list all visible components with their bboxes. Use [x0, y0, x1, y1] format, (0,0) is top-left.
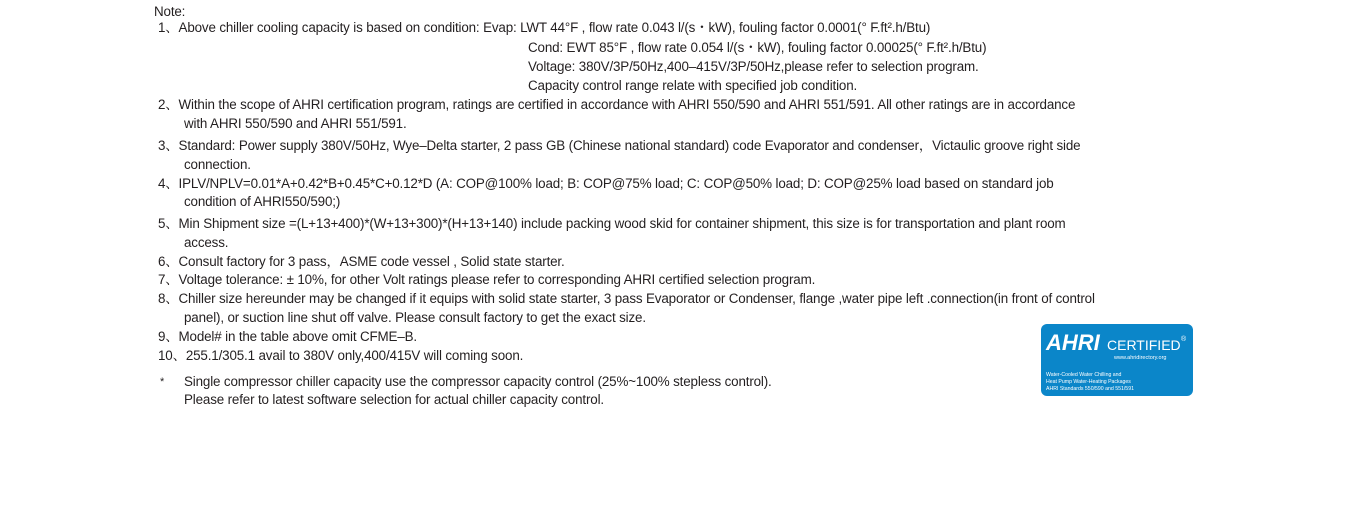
- note-9: 9、Model# in the table above omit CFME–B.: [158, 329, 417, 344]
- ahri-certified-badge: [1041, 324, 1193, 396]
- note-2-line-1: 2、Within the scope of AHRI certification program, ratings are certified in accordance with AHRI 550/590 and AHRI 551/591. All other ratings are in accordance: [158, 97, 1076, 112]
- badge-line-2: Heat Pump Water-Heating Packages: [1046, 379, 1131, 385]
- note-2-line-2: with AHRI 550/590 and AHRI 551/591.: [184, 116, 407, 131]
- note-4-line-2: condition of AHRI550/590;): [184, 194, 341, 209]
- note-heading: Note:: [154, 4, 186, 19]
- badge-certified: CERTIFIED: [1107, 337, 1181, 353]
- badge-registered: ®: [1181, 336, 1187, 343]
- asterisk-marker: *: [160, 376, 165, 388]
- badge-line-1: Water-Cooled Water Chilling and: [1046, 372, 1122, 378]
- badge-url: www.ahridirectory.org: [1114, 355, 1167, 361]
- note-10: 10、255.1/305.1 avail to 380V only,400/415V will coming soon.: [158, 348, 524, 363]
- note-1-line-1: 1、Above chiller cooling capacity is based on condition: Evap: LWT 44°F , flow rate 0.043 l/(s・kW), fouling factor 0.0001(° F.ft².h/Btu): [158, 20, 931, 35]
- note-5-line-2: access.: [184, 235, 229, 250]
- note-1-line-2: Cond: EWT 85°F , flow rate 0.054 l/(s・kW), fouling factor 0.00025(° F.ft².h/Btu): [528, 40, 987, 55]
- badge-brand: AHRI: [1046, 330, 1100, 355]
- note-5-line-1: 5、Min Shipment size =(L+13+400)*(W+13+300)*(H+13+140) include packing wood skid for container shipment, this size is for transportation and plant room: [158, 216, 1066, 231]
- note-4-line-1: 4、IPLV/NPLV=0.01*A+0.42*B+0.45*C+0.12*D (A: COP@100% load; B: COP@75% load; C: COP@50% load; D: COP@25% load based on standard job: [158, 176, 1054, 191]
- note-7: 7、Voltage tolerance: ± 10%, for other Volt ratings please refer to corresponding AHRI certified selection program.: [158, 272, 816, 287]
- note-3-line-2: connection.: [184, 157, 251, 172]
- asterisk-note-line-2: Please refer to latest software selection for actual chiller capacity control.: [184, 392, 604, 407]
- note-8-line-2: panel), or suction line shut off valve. Please consult factory to get the exact size.: [184, 310, 646, 325]
- badge-line-3: AHRI Standards 550/590 and 551/591: [1046, 386, 1134, 392]
- ahri-certified-logo: [1041, 324, 1193, 396]
- note-1-line-3: Voltage: 380V/3P/50Hz,400–415V/3P/50Hz,please refer to selection program.: [528, 59, 979, 74]
- note-6: 6、Consult factory for 3 pass，ASME code vessel , Solid state starter.: [158, 254, 565, 269]
- asterisk-note-line-1: Single compressor chiller capacity use the compressor capacity control (25%~100% stepless control).: [184, 374, 772, 389]
- note-3-line-1: 3、Standard: Power supply 380V/50Hz, Wye–Delta starter, 2 pass GB (Chinese national standard) code Evaporator and condenser，Victaulic groove right side: [158, 138, 1081, 153]
- note-1-line-4: Capacity control range relate with specified job condition.: [528, 78, 858, 93]
- note-8-line-1: 8、Chiller size hereunder may be changed if it equips with solid state starter, 3 pass Evaporator or Condenser, flange ,water pipe left .connection(in front of control: [158, 291, 1095, 306]
